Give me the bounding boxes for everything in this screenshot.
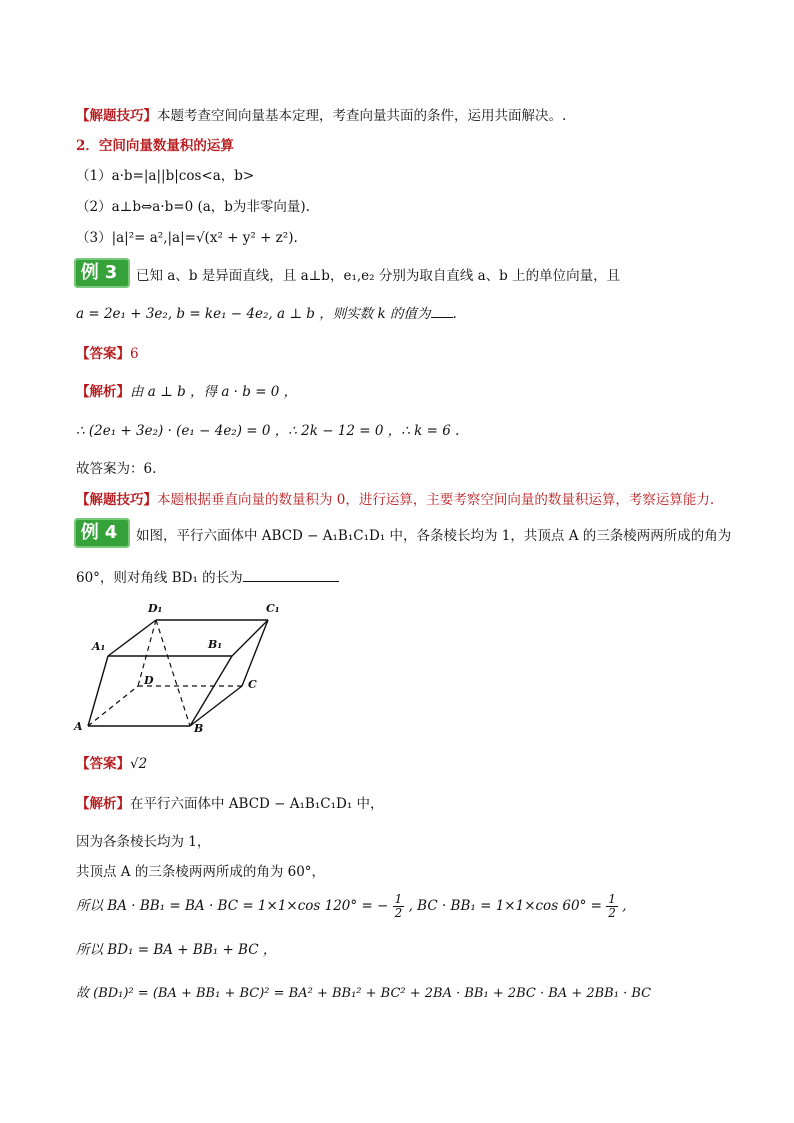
example-4-analysis-6: 故 (BD₁)² = (BA + BB₁ + BC)² = BA² + BB₁² + BC² + 2BA · BB₁ + 2BC · BA + 2BB₁ · BC — [76, 986, 652, 1001]
example-3-badge: 例3 — [74, 258, 130, 288]
rule-3: （3）|a|²= a²,|a|=√(x² + y² + z²). — [76, 230, 298, 246]
tips-line-1 — [76, 104, 566, 124]
label-d1: D₁ — [148, 602, 163, 615]
analysis-text: 由 a ⊥ b ，得 a · b = 0 ， — [130, 384, 298, 400]
example-4-analysis-5: 所以 BD₁ = BA + BB₁ + BC ， — [76, 942, 277, 958]
label-d: D — [144, 674, 154, 687]
example-4-badge: 例4 — [74, 518, 130, 548]
dot-product-equation-2: , BC · BB₁ = 1×1×cos 60° = — [408, 898, 602, 914]
example-3-answer — [76, 342, 139, 362]
rule-1: （1）a·b=|a||b|cos<a，b> — [76, 168, 255, 184]
example-3-final: 故答案为：6. — [76, 461, 157, 477]
fraction-half: $\frac{1}{2}$ — [394, 892, 403, 920]
example-4-analysis-2: 因为各条棱长均为 1， — [76, 834, 211, 850]
parallelepiped-figure — [70, 598, 290, 740]
tips-label: 【解题技巧】 — [76, 492, 157, 508]
label-a: A — [74, 720, 83, 733]
example-3-analysis-2: ∴ (2e₁ + 3e₂) · (e₁ − 4e₂) = 0 ，∴ 2k − 12 = 0 ，∴ k = 6 . — [76, 423, 460, 439]
answer-value: 6 — [130, 346, 139, 362]
label-c1: C₁ — [266, 602, 280, 615]
tips-text: 本题考查空间向量基本定理，考查向量共面的条件，运用共面解决。. — [157, 108, 567, 124]
example-4-answer — [76, 752, 147, 772]
label-c: C — [248, 678, 257, 691]
section-title: 2．空间向量数量积的运算 — [76, 138, 234, 154]
example-4-analysis-3: 共顶点 A 的三条棱两两所成的角为 60°， — [76, 864, 326, 880]
rule-2: （2）a⊥b⇔a·b=0 (a，b为非零向量). — [76, 199, 310, 215]
analysis-text: 在平行六面体中 ABCD − A₁B₁C₁D₁ 中， — [130, 796, 384, 812]
tips-text: 本题根据垂直向量的数量积为 0，进行运算，主要考察空间向量的数量积运算，考察运算能力. — [157, 492, 715, 508]
example-4-analysis-1 — [76, 792, 384, 812]
analysis-label: 【解析】 — [76, 796, 130, 812]
label-a1: A₁ — [92, 640, 106, 653]
label-b1: B₁ — [208, 638, 223, 651]
example-4-question: 60°，则对角线 BD₁ 的长为 — [76, 570, 243, 586]
example-3-tips — [76, 488, 714, 508]
example-3-line-2: a = 2e₁ + 3e₂, b = ke₁ − 4e₂, a ⊥ b ，则实数 k 的值为 . — [76, 306, 457, 322]
example-3-line-1: 已知 a、b 是异面直线，且 a⊥b，e₁,e₂ 分别为取自直线 a、b 上的单位向量，且 — [136, 268, 621, 284]
example-4-line-1: 如图，平行六面体中 ABCD − A₁B₁C₁D₁ 中，各条棱长均为 1，共顶点 A 的三条棱两两所成的角为 — [136, 528, 732, 544]
example-3-analysis-1 — [76, 380, 297, 400]
answer-blank — [431, 307, 453, 318]
answer-value: √2 — [130, 756, 148, 772]
example-3-equation: a = 2e₁ + 3e₂, b = ke₁ − 4e₂, a ⊥ b ，则实数 k 的值为 — [76, 306, 431, 322]
analysis-label: 【解析】 — [76, 384, 130, 400]
answer-label: 【答案】 — [76, 756, 130, 772]
example-4-line-2 — [76, 566, 339, 586]
answer-label: 【答案】 — [76, 346, 130, 362]
label-b: B — [194, 722, 204, 735]
dot-product-equation: 所以 BA · BB₁ = BA · BC = 1×1×cos 120° = − — [76, 898, 389, 914]
answer-blank — [243, 569, 339, 582]
tips-label: 【解题技巧】 — [76, 108, 157, 124]
fraction-half-2: $\frac{1}{2}$ — [608, 892, 616, 920]
example-4-analysis-4: 所以 BA · BB₁ = BA · BC = 1×1×cos 120° = − $\frac{1}{2}$ , BC · BB₁ = 1×1×cos 60° = $\frac{1}{2}$ , — [76, 892, 627, 920]
